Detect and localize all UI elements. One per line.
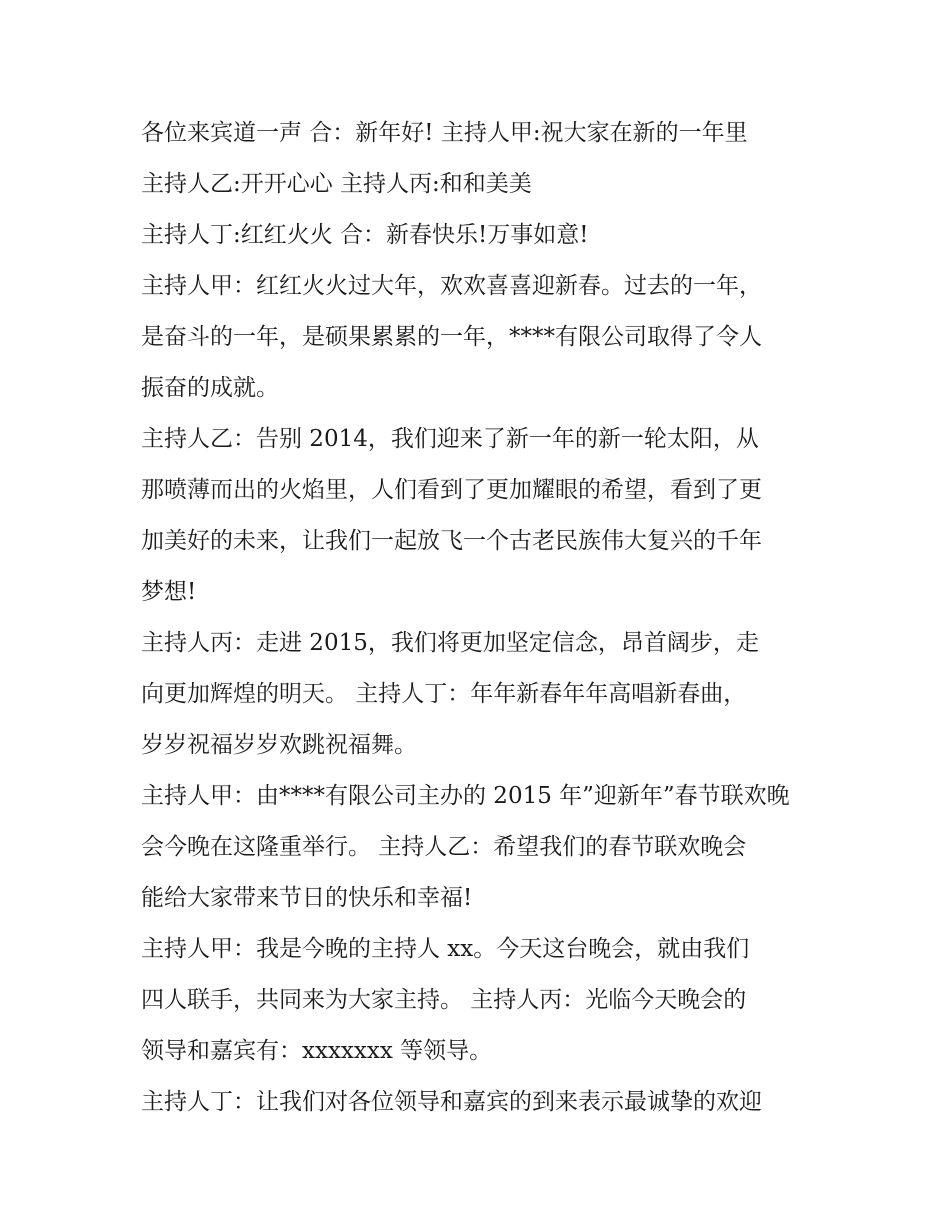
text-line: 主持人甲：红红火火过大年，欢欢喜喜迎新春。过去的一年， [141, 273, 762, 299]
text-line: 主持人丁:红红火火 合：新春快乐!万事如意! [141, 222, 589, 248]
text-line: 会今晚在这隆重举行。 主持人乙：希望我们的春节联欢晚会 [141, 834, 747, 860]
text-line: 主持人乙:开开心心 主持人丙:和和美美 [141, 171, 532, 197]
text-line: 主持人甲：由****有限公司主办的 2015 年”迎新年”春节联欢晚 [141, 783, 790, 809]
text-line: 主持人甲：我是今晚的主持人 xx。今天这台晚会，就由我们 [141, 936, 750, 962]
text-line: 那喷薄而出的火焰里，人们看到了更加耀眼的希望，看到了更 [141, 477, 762, 503]
text-line: 是奋斗的一年，是硕果累累的一年，****有限公司取得了令人 [141, 324, 762, 350]
text-line: 振奋的成就。 [141, 375, 279, 401]
text-line: 主持人丙：走进 2015，我们将更加坚定信念，昂首阔步，走 [141, 630, 759, 656]
text-line: 四人联手，共同来为大家主持。 主持人丙：光临今天晚会的 [141, 987, 747, 1013]
text-line: 各位来宾道一声 合：新年好! 主持人甲:祝大家在新的一年里 [141, 120, 748, 146]
text-line: 向更加辉煌的明天。 主持人丁：年年新春年年高唱新春曲， [141, 681, 747, 707]
text-line: 领导和嘉宾有：xxxxxxx 等领导。 [141, 1038, 493, 1064]
text-line: 加美好的未来，让我们一起放飞一个古老民族伟大复兴的千年 [141, 528, 762, 554]
document-body [141, 108, 821, 1128]
text-line: 岁岁祝福岁岁欢跳祝福舞。 [141, 732, 417, 758]
text-line: 能给大家带来节日的快乐和幸福! [141, 885, 473, 911]
text-line: 主持人乙：告别 2014，我们迎来了新一年的新一轮太阳，从 [141, 426, 759, 452]
text-line: 主持人丁：让我们对各位领导和嘉宾的到来表示最诚挚的欢迎 [141, 1089, 762, 1115]
text-line: 梦想! [141, 579, 197, 605]
